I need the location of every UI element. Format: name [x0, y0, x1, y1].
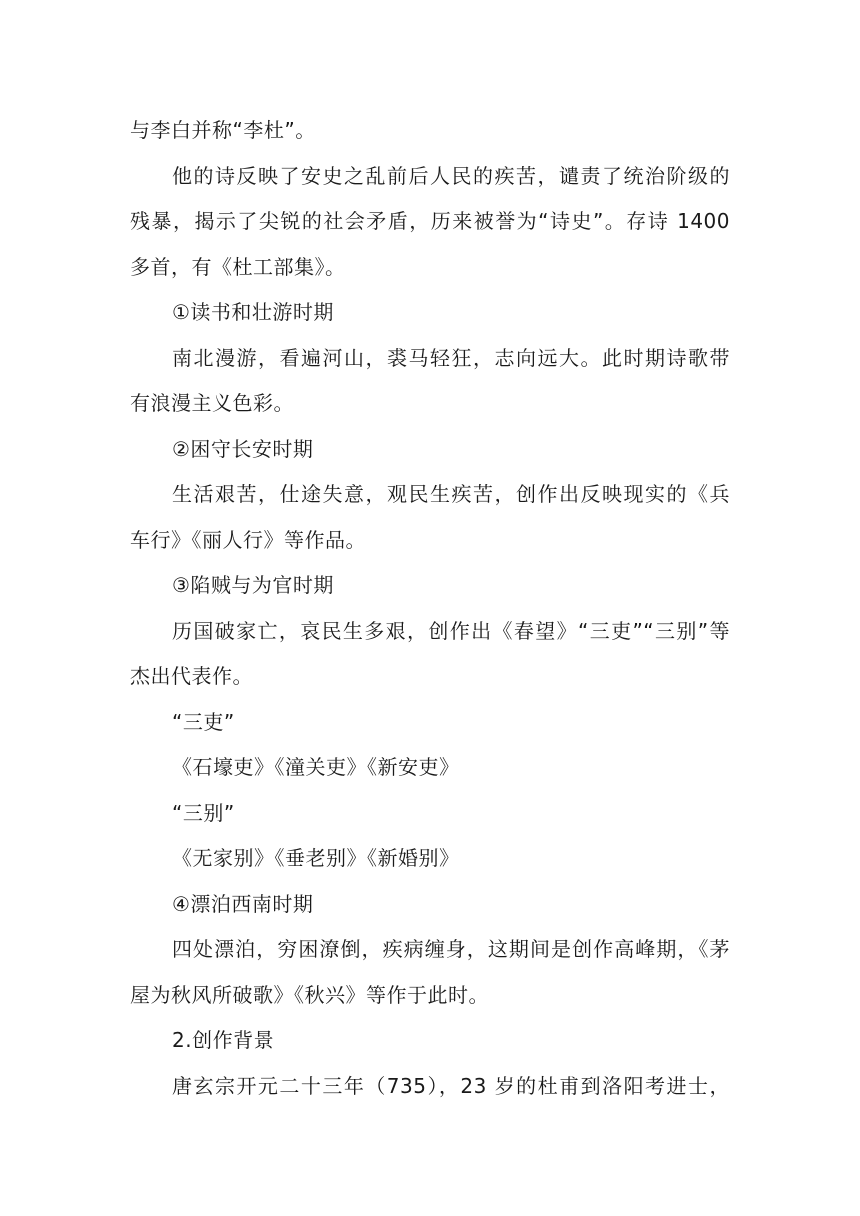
text-line: 2.创作背景 [172, 1028, 275, 1052]
text-line: ④漂泊西南时期 [172, 891, 314, 916]
paragraph [130, 1064, 730, 1110]
text-line: 南北漫游，看遍河山，裘马轻狂，志向远大。此时期诗歌带 [172, 345, 730, 370]
paragraph [130, 745, 730, 791]
section-heading [130, 290, 730, 336]
paragraph [130, 791, 730, 837]
text-line: 《无家别》《垂老别》《新婚别》 [172, 846, 460, 870]
text-line: 四处漂泊，穷困潦倒，疾病缠身，这期间是创作高峰期，《茅 [172, 937, 730, 961]
text-line: 车行》《丽人行》等作品。 [130, 527, 366, 552]
text-line: 残暴，揭示了尖锐的社会矛盾，历来被誉为“诗史”。存诗 1400 [130, 209, 730, 233]
text-line: ③陷贼与为官时期 [172, 573, 334, 597]
text-line: “三吏” [172, 709, 235, 734]
paragraph [130, 609, 730, 700]
text-line: 生活艰苦，仕途失意，观民生疾苦，创作出反映现实的《兵 [172, 482, 730, 506]
paragraph [130, 108, 730, 154]
paragraph [130, 927, 730, 1018]
paragraph [130, 336, 730, 427]
paragraph [130, 836, 730, 882]
paragraph [130, 700, 730, 746]
section-heading [130, 427, 730, 473]
paragraph [130, 472, 730, 563]
text-line: ②困守长安时期 [172, 436, 314, 461]
text-line: 《石壕吏》《潼关吏》《新安吏》 [172, 755, 460, 779]
text-line: 历国破家亡，哀民生多艰，创作出《春望》“三吏”“三别”等 [172, 618, 730, 643]
text-line: 屋为秋风所破歌》《秋兴》等作于此时。 [130, 982, 489, 1007]
text-line: 与李白并称“李杜”。 [130, 118, 316, 142]
section-heading [130, 882, 730, 928]
text-line: 有浪漫主义色彩。 [130, 391, 294, 415]
section-heading [130, 563, 730, 609]
paragraph [130, 154, 730, 291]
text-line: ①读书和壮游时期 [172, 300, 334, 324]
section-heading [130, 1018, 730, 1064]
text-line: 多首，有《杜工部集》。 [130, 254, 346, 279]
text-line: 杰出代表作。 [130, 664, 253, 688]
text-line: 他的诗反映了安史之乱前后人民的疾苦，谴责了统治阶级的 [172, 163, 730, 188]
document-body [130, 108, 730, 1109]
text-line: “三别” [172, 800, 235, 825]
text-line: 唐玄宗开元二十三年（735），23 岁的杜甫到洛阳考进士， [172, 1073, 730, 1098]
